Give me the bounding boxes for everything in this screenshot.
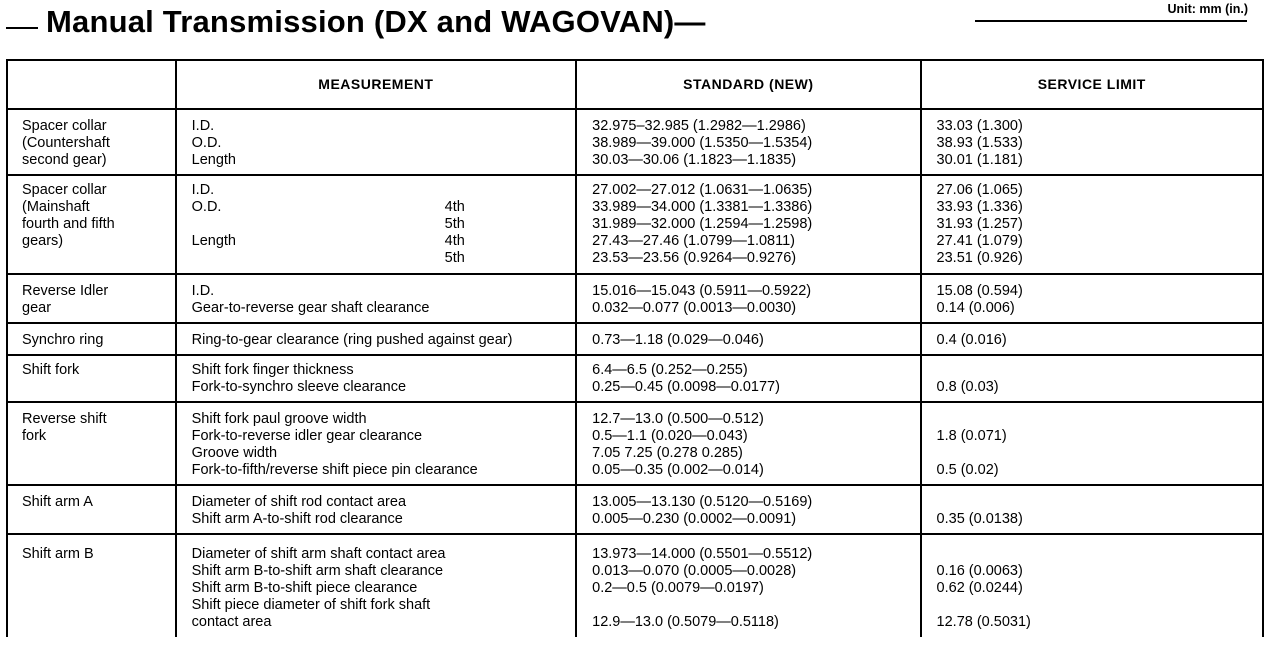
part-name-line: (Mainshaft bbox=[22, 199, 90, 215]
service-limit-value: 0.62 (0.0244) bbox=[936, 580, 1023, 596]
table-row bbox=[7, 323, 1263, 355]
standard-value: 23.53—23.56 (0.9264—0.9276) bbox=[592, 250, 797, 266]
part-name-line: Shift arm A bbox=[22, 494, 93, 510]
measurement-line bbox=[192, 152, 575, 169]
measurement-line bbox=[192, 462, 575, 479]
spec-table bbox=[6, 59, 1264, 637]
part-name-line: Synchro ring bbox=[22, 332, 104, 348]
service-limit-cell bbox=[921, 402, 1263, 485]
service-limit-cell bbox=[921, 485, 1263, 534]
service-limit-value: 0.4 (0.016) bbox=[936, 332, 1007, 348]
standard-value: 13.973—14.000 (0.5501—0.5512) bbox=[592, 546, 813, 562]
part-cell bbox=[7, 402, 176, 485]
standard-cell bbox=[576, 485, 920, 534]
no-limit-dash bbox=[937, 445, 969, 462]
measurement-cell bbox=[176, 534, 576, 637]
service-limit-value: 27.41 (1.079) bbox=[936, 233, 1023, 249]
measurement-line bbox=[192, 580, 575, 597]
measurement-line bbox=[192, 428, 575, 445]
service-limit-value: 33.93 (1.336) bbox=[936, 199, 1023, 215]
standard-value: 0.05—0.35 (0.002—0.014) bbox=[592, 462, 764, 478]
measurement-label: Gear-to-reverse gear shaft clearance bbox=[191, 300, 430, 316]
standard-value: 0.032—0.077 (0.0013—0.0030) bbox=[592, 300, 797, 316]
measurement-line bbox=[192, 135, 575, 152]
unit-label: Unit: mm (in.) bbox=[1167, 2, 1248, 16]
measurement-label: Ring-to-gear clearance (ring pushed against gear) bbox=[191, 332, 513, 348]
service-limit-value: 38.93 (1.533) bbox=[936, 135, 1023, 151]
measurement-line bbox=[192, 563, 575, 580]
measurement-cell bbox=[176, 109, 576, 175]
part-name-line: Shift arm B bbox=[22, 546, 94, 562]
measurement-line bbox=[192, 494, 575, 511]
measurement-line bbox=[192, 546, 575, 563]
measurement-label: contact area bbox=[191, 614, 272, 630]
no-limit-dash bbox=[937, 546, 969, 563]
service-limit-value: 31.93 (1.257) bbox=[936, 216, 1023, 232]
table-row bbox=[7, 175, 1263, 274]
header-part bbox=[7, 60, 176, 109]
service-limit-value bbox=[937, 411, 1262, 428]
measurement-line bbox=[192, 445, 575, 462]
no-limit-dash bbox=[937, 494, 969, 511]
service-limit-value bbox=[937, 445, 1262, 462]
standard-value: 0.5—1.1 (0.020—0.043) bbox=[592, 428, 748, 444]
standard-value: 6.4—6.5 (0.252—0.255) bbox=[592, 362, 748, 378]
measurement-cell bbox=[176, 323, 576, 355]
part-name-line: Shift fork bbox=[22, 362, 80, 378]
measurement-label: Diameter of shift rod contact area bbox=[191, 494, 407, 510]
standard-value: 38.989—39.000 (1.5350—1.5354) bbox=[592, 135, 813, 151]
measurement-label: Fork-to-reverse idler gear clearance bbox=[191, 428, 423, 444]
service-limit-value bbox=[937, 362, 1262, 379]
measurement-line bbox=[192, 511, 575, 528]
standard-value bbox=[592, 597, 919, 614]
measurement-line bbox=[192, 118, 575, 135]
measurement-label: Groove width bbox=[191, 445, 278, 461]
measurement-label: Shift arm A-to-shift rod clearance bbox=[191, 511, 403, 527]
measurement-label: Fork-to-fifth/reverse shift piece pin clearance bbox=[191, 462, 478, 478]
service-limit-cell bbox=[921, 534, 1263, 637]
measurement-line bbox=[192, 300, 575, 317]
measurement-cell bbox=[176, 485, 576, 534]
standard-value: 12.9—13.0 (0.5079—0.5118) bbox=[592, 614, 779, 630]
part-name-line: Spacer collar bbox=[22, 182, 107, 198]
measurement-cell bbox=[176, 175, 576, 274]
measurement-label: O.D. bbox=[191, 135, 222, 151]
part-cell bbox=[7, 534, 176, 637]
header-service-limit: SERVICE LIMIT bbox=[921, 60, 1263, 109]
measurement-line bbox=[192, 379, 575, 396]
part-name-line: gears) bbox=[22, 233, 64, 249]
measurement-label: Shift fork paul groove width bbox=[191, 411, 367, 427]
part-cell bbox=[7, 323, 176, 355]
part-name-line: Spacer collar bbox=[22, 118, 107, 134]
gear-label: 5th bbox=[444, 250, 465, 266]
measurement-cell bbox=[176, 274, 576, 323]
part-name-line: gear bbox=[22, 300, 52, 316]
measurement-line bbox=[192, 233, 575, 250]
measurement-label: Fork-to-synchro sleeve clearance bbox=[191, 379, 407, 395]
measurement-label: Length bbox=[191, 233, 236, 249]
measurement-line bbox=[192, 250, 575, 267]
service-limit-cell bbox=[921, 323, 1263, 355]
page-title: Manual Transmission (DX and WAGOVAN)— bbox=[46, 4, 706, 39]
measurement-label: Diameter of shift arm shaft contact area bbox=[191, 546, 446, 562]
standard-value: 31.989—32.000 (1.2594—1.2598) bbox=[592, 216, 813, 232]
part-cell bbox=[7, 355, 176, 402]
gear-label: 5th bbox=[444, 216, 465, 232]
standard-cell bbox=[576, 355, 920, 402]
part-name-line: Reverse shift bbox=[22, 411, 107, 427]
part-cell bbox=[7, 109, 176, 175]
measurement-label: Shift piece diameter of shift fork shaft bbox=[191, 597, 431, 613]
measurement-line bbox=[192, 283, 575, 300]
standard-value: 0.73—1.18 (0.029—0.046) bbox=[592, 332, 764, 348]
measurement-cell bbox=[176, 402, 576, 485]
gear-label: 4th bbox=[444, 233, 465, 249]
standard-value: 33.989—34.000 (1.3381—1.3386) bbox=[592, 199, 813, 215]
standard-value: 15.016—15.043 (0.5911—0.5922) bbox=[592, 283, 812, 299]
standard-value: 0.005—0.230 (0.0002—0.0091) bbox=[592, 511, 797, 527]
service-limit-value: 30.01 (1.181) bbox=[936, 152, 1023, 168]
service-limit-cell bbox=[921, 274, 1263, 323]
standard-value: 13.005—13.130 (0.5120—0.5169) bbox=[592, 494, 813, 510]
title-rule-right bbox=[975, 20, 1247, 22]
part-name-line: second gear) bbox=[22, 152, 107, 168]
service-limit-value: 23.51 (0.926) bbox=[936, 250, 1023, 266]
standard-value: 27.43—27.46 (1.0799—1.0811) bbox=[592, 233, 796, 249]
header-measurement: MEASUREMENT bbox=[176, 60, 576, 109]
measurement-label: O.D. bbox=[191, 199, 222, 215]
service-limit-value: 27.06 (1.065) bbox=[936, 182, 1023, 198]
table-row bbox=[7, 534, 1263, 637]
part-name-line: Reverse Idler bbox=[22, 283, 109, 299]
part-cell bbox=[7, 175, 176, 274]
table-row bbox=[7, 109, 1263, 175]
measurement-label: I.D. bbox=[191, 182, 215, 198]
measurement-label: I.D. bbox=[191, 118, 215, 134]
service-limit-cell bbox=[921, 355, 1263, 402]
service-limit-value bbox=[937, 494, 1262, 511]
standard-cell bbox=[576, 274, 920, 323]
service-limit-value: 15.08 (0.594) bbox=[936, 283, 1023, 299]
measurement-label: Shift arm B-to-shift piece clearance bbox=[191, 580, 418, 596]
measurement-line bbox=[192, 614, 575, 631]
part-name-line: (Countershaft bbox=[22, 135, 110, 151]
table-row bbox=[7, 402, 1263, 485]
standard-cell bbox=[576, 534, 920, 637]
service-limit-value: 0.8 (0.03) bbox=[936, 379, 999, 395]
gear-label: 4th bbox=[444, 199, 465, 215]
standard-value: 7.05 7.25 (0.278 0.285) bbox=[592, 445, 743, 461]
measurement-line bbox=[192, 362, 575, 379]
measurement-line bbox=[192, 182, 575, 199]
standard-cell bbox=[576, 323, 920, 355]
measurement-line bbox=[192, 332, 575, 349]
standard-value: 0.2—0.5 (0.0079—0.0197) bbox=[592, 580, 764, 596]
service-limit-value bbox=[937, 597, 1262, 614]
part-name-line: fork bbox=[22, 428, 47, 444]
service-limit-value: 0.5 (0.02) bbox=[936, 462, 999, 478]
standard-value: 30.03—30.06 (1.1823—1.1835) bbox=[592, 152, 797, 168]
standard-value: 0.25—0.45 (0.0098—0.0177) bbox=[592, 379, 780, 395]
measurement-line bbox=[192, 199, 575, 216]
table-row bbox=[7, 274, 1263, 323]
measurement-label: I.D. bbox=[191, 283, 215, 299]
part-cell bbox=[7, 274, 176, 323]
standard-value: 27.002—27.012 (1.0631—1.0635) bbox=[592, 182, 813, 198]
standard-value: 32.975–32.985 (1.2982—1.2986) bbox=[592, 118, 806, 134]
measurement-label: Shift fork finger thickness bbox=[191, 362, 354, 378]
part-cell bbox=[7, 485, 176, 534]
service-limit-value: 1.8 (0.071) bbox=[936, 428, 1007, 444]
standard-cell bbox=[576, 402, 920, 485]
title-rule-left bbox=[6, 27, 38, 29]
service-limit-value: 12.78 (0.5031) bbox=[936, 614, 1031, 630]
standard-cell bbox=[576, 175, 920, 274]
table-row bbox=[7, 355, 1263, 402]
service-limit-value bbox=[937, 546, 1262, 563]
measurement-line bbox=[192, 597, 575, 614]
no-limit-dash bbox=[937, 362, 969, 379]
service-limit-value: 0.16 (0.0063) bbox=[936, 563, 1023, 579]
service-limit-cell bbox=[921, 175, 1263, 274]
standard-cell bbox=[576, 109, 920, 175]
service-limit-cell bbox=[921, 109, 1263, 175]
service-limit-value: 0.35 (0.0138) bbox=[936, 511, 1023, 527]
measurement-cell bbox=[176, 355, 576, 402]
service-limit-value: 0.14 (0.006) bbox=[936, 300, 1015, 316]
standard-value: 12.7—13.0 (0.500—0.512) bbox=[592, 411, 764, 427]
measurement-line bbox=[192, 411, 575, 428]
measurement-line bbox=[192, 216, 575, 233]
table-row bbox=[7, 485, 1263, 534]
measurement-label: Shift arm B-to-shift arm shaft clearance bbox=[191, 563, 444, 579]
service-limit-value: 33.03 (1.300) bbox=[936, 118, 1023, 134]
measurement-label: Length bbox=[191, 152, 236, 168]
part-name-line: fourth and fifth bbox=[22, 216, 115, 232]
header-row bbox=[7, 60, 1263, 109]
header-standard: STANDARD (NEW) bbox=[576, 60, 920, 109]
standard-value: 0.013—0.070 (0.0005—0.0028) bbox=[592, 563, 797, 579]
